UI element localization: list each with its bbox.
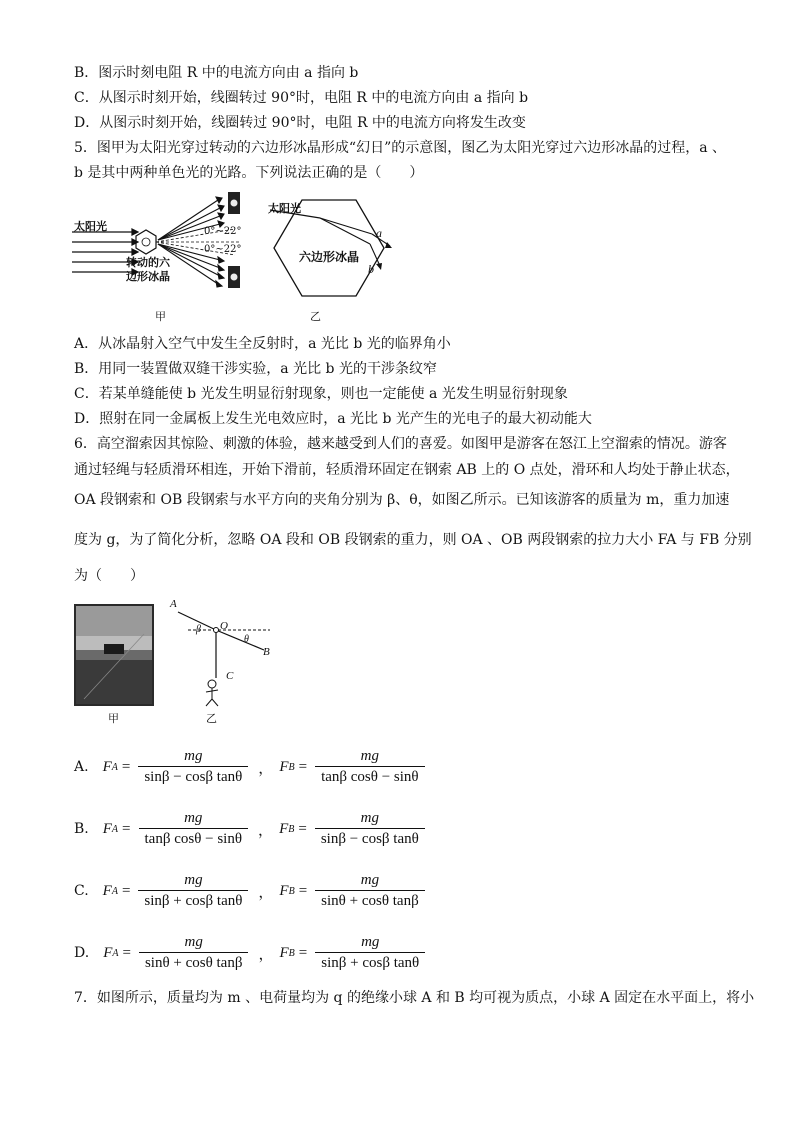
q6-option-row — [74, 934, 429, 972]
fa-fraction — [138, 748, 248, 786]
jia-angle-bottom: 0°~22° — [204, 244, 242, 255]
fb-equals: = — [298, 944, 308, 961]
fb-denominator: sinθ + cosθ tanβ — [315, 890, 425, 910]
fa-numerator: mg — [184, 934, 203, 950]
fa-numerator: mg — [184, 810, 203, 826]
jia-crystal-label-1: 转动的六 — [126, 256, 170, 269]
fa-denominator: sinβ + cosβ tanθ — [138, 890, 248, 910]
jia-sun-label: 太阳光 — [74, 220, 107, 233]
q6-label-c: C — [226, 670, 234, 682]
q6-option-row — [74, 748, 429, 786]
fb-fraction — [315, 810, 425, 848]
fa-subscript: A — [112, 947, 119, 959]
fb-symbol: F — [279, 758, 289, 775]
q6-option-label: A. — [74, 759, 89, 775]
fa-equals: = — [122, 820, 131, 837]
fa-equals: = — [121, 882, 131, 899]
fb-fraction — [315, 872, 425, 910]
q6-option-label: B. — [74, 821, 89, 837]
fb-numerator: mg — [360, 810, 379, 826]
q5-option-d: D．照射在同一金属板上发生光电效应时，a 光比 b 光产生的光电子的最大初动能大 — [74, 411, 592, 427]
fb-denominator: sinβ − cosβ tanθ — [315, 828, 425, 848]
fa-numerator: mg — [184, 872, 203, 888]
q6-option-label: C. — [74, 883, 89, 899]
q5-stem-line1: 5．图甲为太阳光穿过转动的六边形冰晶形成“幻日”的示意图，图乙为太阳光穿过六边形冰晶的过程，a 、 — [74, 140, 727, 156]
yi-ray-a: a — [376, 226, 382, 240]
fb-denominator: sinβ + cosβ tanθ — [315, 952, 425, 972]
q6-option-comma: ， — [258, 760, 274, 777]
fa-denominator: sinβ − cosβ tanθ — [138, 766, 248, 786]
fa-denominator: sinθ + cosθ tanβ — [139, 952, 249, 972]
q5-stem-line2: b 是其中两种单色光的光路。下列说法正确的是（ ） — [74, 165, 424, 181]
fa-subscript: A — [111, 823, 119, 835]
jia-crystal-label-2: 边形冰晶 — [126, 270, 170, 283]
q7-stem-line1: 7．如图所示，质量均为 m 、电荷量均为 q 的绝缘小球 A 和 B 均可视为质点，小球 A 固定在水平面上，将小 — [74, 990, 755, 1006]
yi-sun-label: 太阳光 — [268, 202, 301, 215]
fa-symbol: F — [103, 944, 113, 961]
fb-symbol: F — [279, 882, 289, 899]
q6-label-a: A — [170, 598, 177, 610]
fb-subscript: B — [288, 761, 295, 773]
fa-symbol: F — [102, 820, 112, 837]
fa-fraction — [139, 934, 249, 972]
fa-equals: = — [121, 758, 131, 775]
q5-option-c: C．若某单缝能使 b 光发生明显衍射现象，则也一定能使 a 光发生明显衍射现象 — [74, 386, 568, 402]
q6-photo-jia — [74, 604, 154, 706]
q4-option-d: D．从图示时刻开始，线圈转过 90°时，电阻 R 中的电流方向将发生改变 — [74, 115, 526, 131]
q5-option-a: A．从冰晶射入空气中发生全反射时，a 光比 b 光的临界角小 — [74, 336, 451, 352]
fa-subscript: A — [111, 885, 118, 897]
fa-subscript: A — [111, 761, 118, 773]
q6-stem-line5: 为（ ） — [74, 568, 144, 584]
q6-label-o: O — [220, 620, 228, 632]
fb-denominator: tanβ cosθ − sinθ — [315, 766, 425, 786]
fa-symbol: F — [102, 758, 112, 775]
fb-numerator: mg — [360, 748, 379, 764]
fa-symbol: F — [102, 882, 112, 899]
fb-equals: = — [298, 758, 308, 775]
q6-label-beta: β — [196, 624, 201, 635]
fa-equals: = — [122, 944, 131, 961]
q6-stem-line4: 度为 g，为了简化分析，忽略 OA 段和 OB 段钢索的重力，则 OA 、OB 两段钢索的拉力大小 FA 与 FB 分别 — [74, 532, 752, 548]
fb-equals: = — [298, 882, 308, 899]
fa-fraction — [138, 872, 248, 910]
fb-symbol: F — [279, 820, 289, 837]
fb-symbol: F — [279, 944, 289, 961]
fb-subscript: B — [288, 947, 295, 959]
fb-numerator: mg — [360, 872, 380, 888]
fb-subscript: B — [288, 823, 295, 835]
fb-numerator: mg — [361, 934, 380, 950]
q6-label-b: B — [263, 646, 270, 658]
q6-photo-caption: 甲 — [108, 712, 119, 725]
q6-option-comma: ， — [258, 822, 274, 839]
fb-fraction — [315, 748, 425, 786]
fb-fraction — [315, 934, 425, 972]
fa-fraction — [139, 810, 249, 848]
q6-label-theta: θ — [244, 634, 249, 645]
yi-caption: 乙 — [310, 310, 321, 323]
fa-numerator: mg — [184, 748, 203, 764]
q6-option-row — [74, 872, 429, 910]
fb-equals: = — [298, 820, 307, 837]
q6-stem-line3: OA 段钢索和 OB 段钢索与水平方向的夹角分别为 β、θ，如图乙所示。已知该游客的质量为 m，重力加速 — [74, 492, 730, 508]
q6-option-label: D. — [74, 945, 90, 961]
q6-diagram-caption: 乙 — [206, 712, 217, 725]
q6-stem-line2: 通过轻绳与轻质滑环相连，开始下滑前，轻质滑环固定在钢索 AB 上的 O 点处，滑环和人均处于静止状态， — [74, 462, 740, 478]
fa-denominator: tanβ cosθ − sinθ — [139, 828, 249, 848]
q6-option-comma: ， — [258, 884, 274, 901]
jia-angle-top: 0°~22° — [204, 226, 242, 237]
yi-ray-b: b — [368, 262, 374, 276]
q6-stem-line1: 6．高空溜索因其惊险、刺激的体验，越来越受到人们的喜爱。如图甲是游客在怒江上空溜索的情况。游客 — [74, 436, 727, 452]
q6-option-comma: ， — [258, 946, 274, 963]
q6-option-row — [74, 810, 429, 848]
q5-option-b: B．用同一装置做双缝干涉实验，a 光比 b 光的干涉条纹窄 — [74, 361, 437, 377]
yi-crystal-label: 六边形冰晶 — [299, 250, 360, 264]
q4-option-b: B．图示时刻电阻 R 中的电流方向由 a 指向 b — [74, 65, 359, 81]
jia-caption: 甲 — [155, 310, 166, 323]
q4-option-c: C．从图示时刻开始，线圈转过 90°时，电阻 R 中的电流方向由 a 指向 b — [74, 90, 529, 106]
fb-subscript: B — [288, 885, 295, 897]
